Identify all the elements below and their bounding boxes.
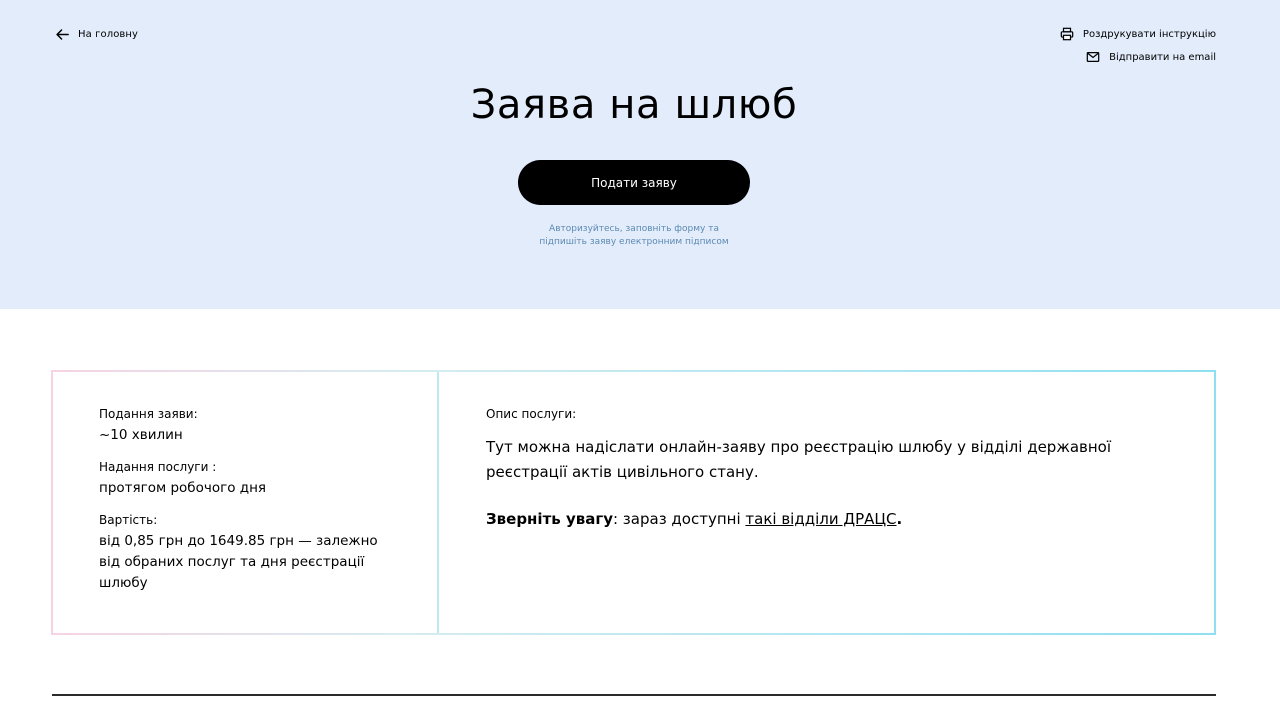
send-email-label: Відправити на email (1109, 51, 1216, 63)
service-facts-column (53, 372, 439, 633)
send-email-button[interactable] (1086, 50, 1216, 64)
note-end: . (896, 510, 903, 528)
back-link-label: На головну (78, 29, 139, 40)
submission-time-label: Подання заяви: (99, 407, 198, 421)
page-actions (1060, 27, 1216, 64)
submit-hint-line-1: Авторизуйтесь, заповніть форму та (549, 224, 719, 234)
description-text: Тут можна надіслати онлайн-заяву про реєстрацію шлюбу у відділі державної реєстрації актів цивільного стану. (486, 438, 1112, 481)
submit-hint (0, 223, 1268, 249)
arrow-left-icon (55, 27, 70, 42)
printer-icon (1060, 27, 1074, 41)
back-link[interactable] (55, 27, 138, 42)
service-time-block (99, 460, 437, 499)
print-instruction-label: Роздрукувати інструкцію (1082, 28, 1216, 40)
service-info-card-body (53, 372, 1214, 633)
service-description-column (439, 372, 1214, 633)
cost-block (99, 513, 437, 594)
page-title: Заява на шлюб (470, 82, 798, 128)
section-divider (52, 694, 1216, 696)
note-text: : зараз доступні (612, 510, 746, 528)
service-time-label: Надання послуги : (99, 460, 217, 474)
availability-note (486, 507, 1174, 532)
submit-application-button[interactable]: Подати заяву (518, 160, 750, 205)
submission-time-value: ~10 хвилин (99, 427, 183, 443)
print-instruction-button[interactable] (1060, 27, 1216, 41)
envelope-icon (1086, 50, 1100, 64)
service-time-value: протягом робочого дня (99, 480, 267, 496)
submit-hint-line-2: підпишіть заяву електронним підписом (539, 237, 729, 247)
submission-time-block (99, 407, 437, 446)
note-bold: Зверніть увагу (486, 510, 613, 528)
cost-value: від 0,85 грн до 1649.85 грн — залежно від обраних послуг та дня реєстрації шлюбу (99, 533, 378, 591)
description-label: Опис послуги: (486, 407, 577, 421)
service-info-card (51, 370, 1216, 635)
cost-label: Вартість: (99, 513, 158, 527)
drats-offices-link[interactable]: такі відділи ДРАЦС (745, 510, 897, 528)
